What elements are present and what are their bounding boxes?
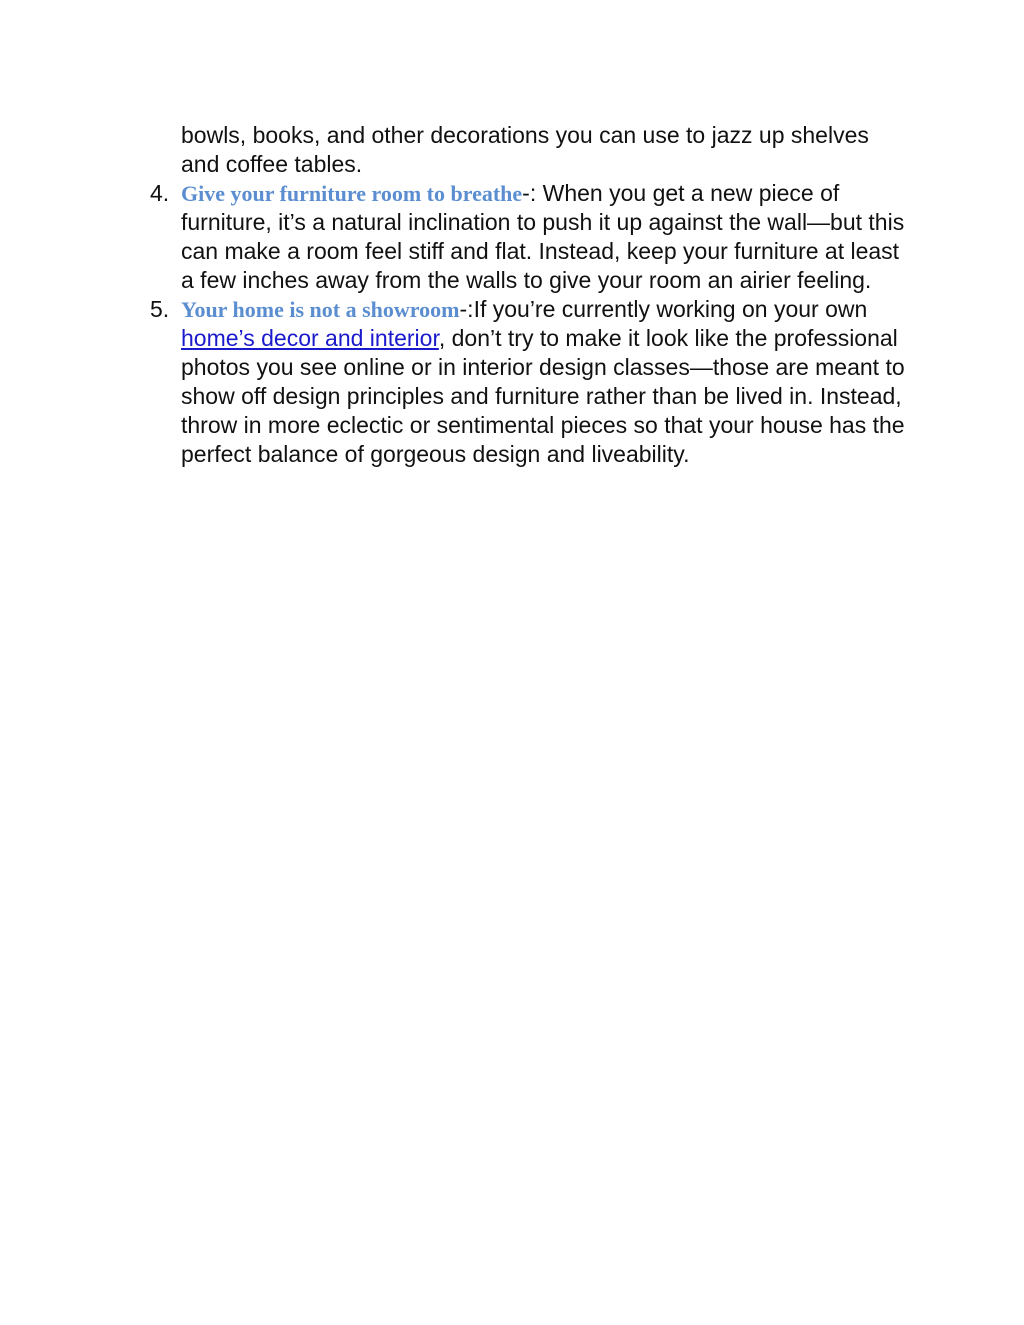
- continuation-text: bowls, books, and other decorations you can use to jazz up shelves and coffee tables.: [181, 122, 869, 177]
- list-item: [150, 179, 910, 295]
- document-body: [150, 121, 910, 469]
- list-item-number: 5.: [150, 296, 170, 322]
- list-item-separator: -:: [522, 180, 543, 206]
- list-item-heading: Give your furniture room to breathe: [181, 181, 523, 206]
- list-item-body-start: If you’re currently working on your own: [473, 296, 868, 322]
- list-item-heading: Your home is not a showroom: [181, 297, 460, 322]
- list-item: [150, 295, 910, 469]
- continuation-paragraph: [150, 121, 910, 179]
- list-item-body-end: , don’t try to make it look like the professional photos you see online or in interior design classes—those are meant to show off design principles and furniture rather than be lived in. Instead, throw in more eclectic or sentimental pieces so that your house has the perfect balance of gorgeous design and liveability.: [181, 325, 905, 467]
- list-item-body: When you get a new piece of furniture, it’s a natural inclination to push it up against the wall—but this can make a room feel stiff and flat. Instead, keep your furniture at least a few inches away from the walls to give your room an airier feeling.: [181, 180, 905, 293]
- list-item-number: 4.: [150, 180, 170, 206]
- home-decor-link[interactable]: home’s decor and interior: [181, 325, 439, 351]
- list-item-separator: -:: [459, 296, 474, 322]
